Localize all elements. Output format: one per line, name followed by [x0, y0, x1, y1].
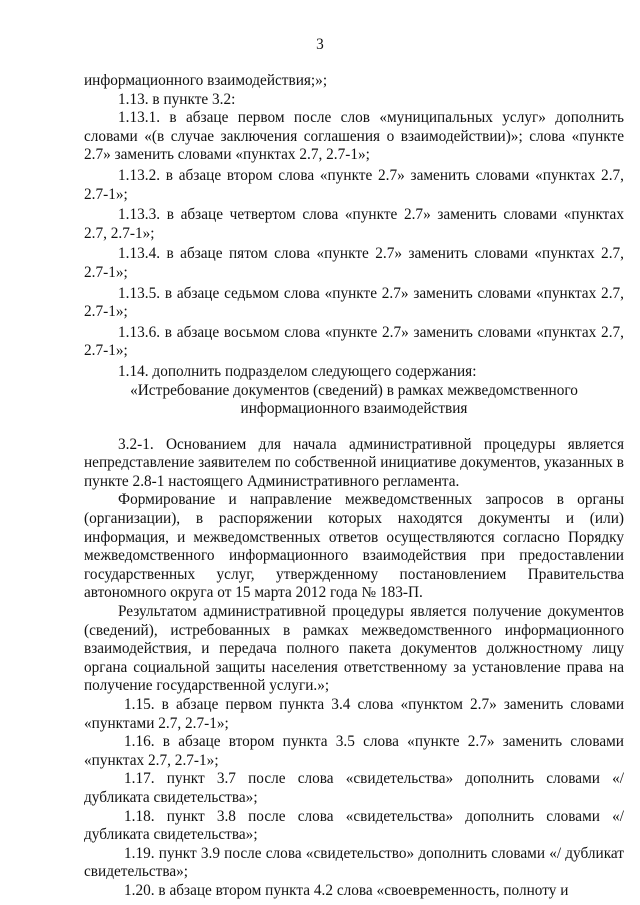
- page-number: 3: [316, 36, 324, 53]
- paragraph: информационного взаимодействия;»;: [84, 72, 328, 89]
- paragraph: 1.15. в абзаце первом пункта 3.4 слова «пунктом 2.7» заменить словами «пунктами 2.7, 2.7-1»;: [84, 696, 624, 732]
- paragraph: 1.13.4. в абзаце пятом слова «пункте 2.7» заменить словами «пунктах 2.7, 2.7-1»;: [84, 245, 624, 281]
- paragraph: 1.13.1. в абзаце первом после слов «муниципальных услуг» дополнить словами «(в случае заключения соглашения о взаимодействии)»; слова «пункте 2.7» заменить словами «пунктах 2.7, 2.7-1»;: [84, 109, 624, 164]
- paragraph: 1.13. в пункте 3.2:: [118, 90, 236, 108]
- document-body: [84, 72, 624, 901]
- paragraph: Результатом административной процедуры является получение документов (сведений), истребованных в рамках межведомственного информационного взаимодействия, и передача полного пакета документов должностному лицу органа социальной защиты населения ответственному за установление права на получение государственной услуги.»;: [84, 603, 624, 695]
- paragraph: 3.2-1. Основанием для начала административной процедуры является непредставление заявителем по собственной инициативе документов, указанных в пункте 2.8-1 настоящего Административного регламента.: [84, 435, 624, 490]
- spacer: [84, 419, 624, 436]
- paragraph: Формирование и направление межведомственных запросов в органы (организации), в распоряжении которых находятся документы и (или) информация, и межведомственных ответов осуществляются согласно Порядку межведомственного информационного взаимодействия при предоставлении государственных услуг, утвержденному постановлением Правительства автономного округа от 15 марта 2012 года № 183-П.: [84, 491, 624, 602]
- paragraph: 1.13.3. в абзаце четвертом слова «пункте 2.7» заменить словами «пунктах 2.7, 2.7-1»;: [84, 206, 624, 242]
- paragraph: 1.14. дополнить подразделом следующего содержания:: [118, 362, 477, 380]
- paragraph: 1.13.2. в абзаце втором слова «пункте 2.7» заменить словами «пунктах 2.7, 2.7-1»;: [84, 166, 624, 203]
- paragraph: 1.13.5. в абзаце седьмом слова «пункте 2.7» заменить словами «пунктах 2.7, 2.7-1»;: [84, 284, 624, 321]
- paragraph: 1.18. пункт 3.8 после слова «свидетельства» дополнить словами «/ дубликата свидетельства»;: [84, 807, 624, 844]
- section-heading: «Истребование документов (сведений) в рамках межведомственного информационного взаимодействия: [130, 381, 578, 418]
- paragraph: 1.19. пункт 3.9 после слова «свидетельство» дополнить словами «/ дубликат свидетельства»;: [84, 844, 624, 881]
- paragraph: 1.16. в абзаце втором пункта 3.5 слова «пункте 2.7» заменить словами «пунктах 2.7, 2.7-1»;: [84, 733, 624, 769]
- paragraph: 1.13.6. в абзаце восьмом слова «пункте 2.7» заменить словами «пунктах 2.7, 2.7-1»;: [84, 323, 624, 360]
- paragraph: 1.20. в абзаце втором пункта 4.2 слова «своевременность, полноту и: [124, 881, 569, 899]
- paragraph: 1.17. пункт 3.7 после слова «свидетельства» дополнить словами «/ дубликата свидетельства»;: [84, 770, 624, 806]
